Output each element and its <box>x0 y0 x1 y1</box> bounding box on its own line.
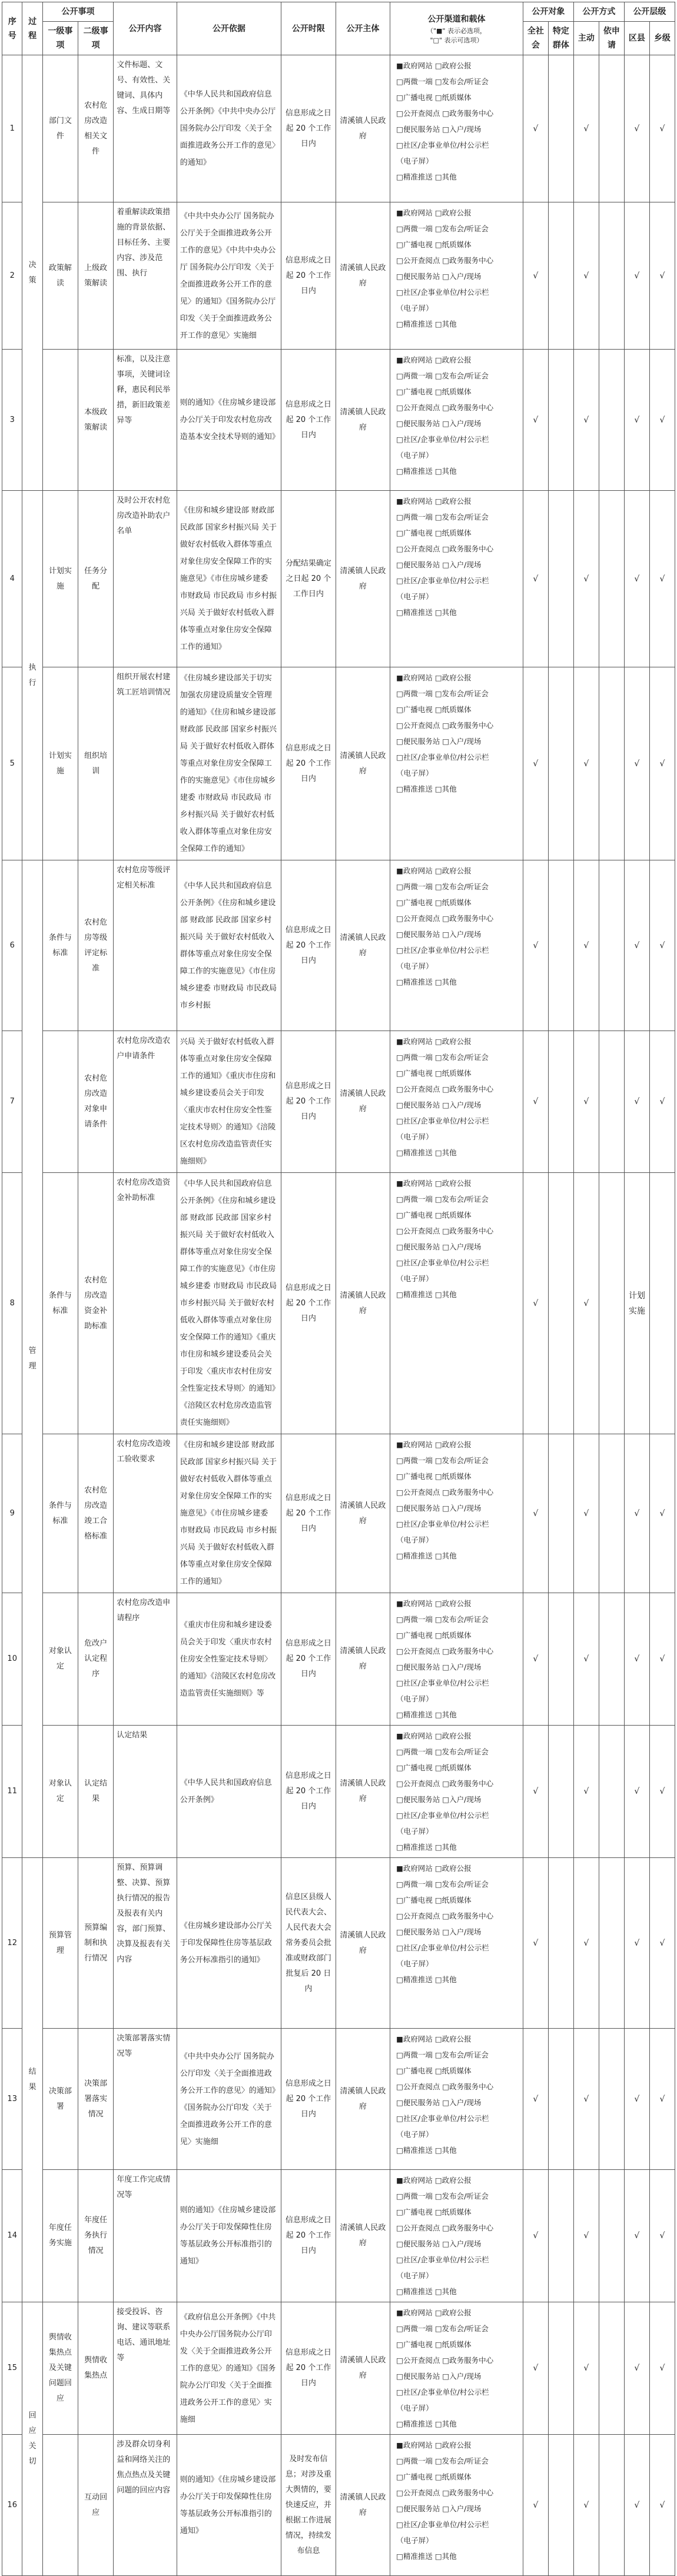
row-cat1: 条件与标准 <box>42 860 78 1031</box>
row-method-apply <box>599 202 624 350</box>
row-subject: 清溪镇人民政府 <box>336 55 390 202</box>
row-target-all: √ <box>523 1858 548 2029</box>
row-target-specific <box>548 491 573 667</box>
row-cat1: 条件与标准 <box>42 1434 78 1593</box>
row-channels: ■政府网站 □政府公报 □两微一端 □发布会/听证会 □广播电视 □纸质媒体 □公开查阅点 □政务服务中心 □便民服务站 □入户/现场 □社区/企事业单位/村公示栏 （电子屏） □精准推送 □其他 <box>390 1858 523 2029</box>
row-cat1 <box>42 2435 78 2576</box>
row-method-apply <box>599 667 624 860</box>
row-target-specific <box>548 55 573 202</box>
row-method-apply <box>599 1031 624 1173</box>
row-level-county: √ <box>624 2170 649 2302</box>
row-level-county: √ <box>624 1031 649 1173</box>
row-channels: ■政府网站 □政府公报 □两微一端 □发布会/听证会 □广播电视 □纸质媒体 □公开查阅点 □政务服务中心 □便民服务站 □入户/现场 □社区/企事业单位/村公示栏 （电子屏） □精准推送 □其他 <box>390 667 523 860</box>
row-subject: 清溪镇人民政府 <box>336 860 390 1031</box>
row-method-apply <box>599 55 624 202</box>
row-subject: 清溪镇人民政府 <box>336 491 390 667</box>
row-cat2: 预算编制和执行情况 <box>78 1858 114 2029</box>
row-target-all: √ <box>523 860 548 1031</box>
col-level: 公开层级 <box>624 2 675 22</box>
header-row-1 <box>2 2 675 22</box>
row-content: 农村危房等级评定相关标准 <box>114 860 177 1031</box>
row-target-all: √ <box>523 667 548 860</box>
row-cat1: 条件与标准 <box>42 1173 78 1434</box>
row-cat1: 计划实施 <box>42 667 78 860</box>
row-cat2: 任务分配 <box>78 491 114 667</box>
table-body <box>2 55 675 2576</box>
row-channels: ■政府网站 □政府公报 □两微一端 □发布会/听证会 □广播电视 □纸质媒体 □公开查阅点 □政务服务中心 □便民服务站 □入户/现场 □社区/企事业单位/村公示栏 （电子屏） □精准推送 □其他 <box>390 2435 523 2576</box>
row-subject: 清溪镇人民政府 <box>336 2170 390 2302</box>
row-level-town: √ <box>649 2302 675 2435</box>
row-period: 信息形成之日起 20 个工作日内 <box>281 202 336 350</box>
row-method-active: √ <box>573 1173 599 1434</box>
row-period: 及时发布信息；对涉及重大舆情的，要快速反应，并根据工作进展情况，持续发布信息 <box>281 2435 336 2576</box>
row-level-town: √ <box>649 1031 675 1173</box>
row-subject: 清溪镇人民政府 <box>336 2029 390 2170</box>
row-method-apply <box>599 2302 624 2435</box>
row-subject: 清溪镇人民政府 <box>336 1031 390 1173</box>
row-level-town <box>649 1173 675 1434</box>
row-cat2: 农村危房等级评定标准 <box>78 860 114 1031</box>
row-content: 农村危房改造申请程序 <box>114 1593 177 1726</box>
row-seq: 2 <box>2 202 22 350</box>
row-method-apply <box>599 1173 624 1434</box>
table-row <box>2 1031 675 1173</box>
col-public-items: 公开事项 <box>42 2 113 22</box>
col-content: 公开内容 <box>114 2 177 55</box>
row-level-county: √ <box>624 202 649 350</box>
row-period: 信息形成之日起 20 个工作日内 <box>281 1173 336 1434</box>
row-method-active: √ <box>573 55 599 202</box>
row-level-town: √ <box>649 491 675 667</box>
row-cat1 <box>42 1031 78 1173</box>
row-channels: ■政府网站 □政府公报 □两微一端 □发布会/听证会 □广播电视 □纸质媒体 □公开查阅点 □政务服务中心 □便民服务站 □入户/现场 □社区/企事业单位/村公示栏 （电子屏） □精准推送 □其他 <box>390 55 523 202</box>
row-method-apply <box>599 491 624 667</box>
row-target-specific <box>548 1858 573 2029</box>
row-subject: 清溪镇人民政府 <box>336 2435 390 2576</box>
row-subject: 清溪镇人民政府 <box>336 1434 390 1593</box>
row-seq: 14 <box>2 2170 22 2302</box>
row-content: 文件标题、文号、有效性、关键词、具体内容、生成日期等 <box>114 55 177 202</box>
row-basis: 《住房和城乡建设部 财政部 民政部 国家乡村振兴局 关于做好农村低收入群体等重点对象住房安全保障工作的实施意见》《市住房城乡建委 市财政局 市民政局 市乡村振兴局 关于做好农村低收入群体等重点对象住房安全保障工作的通知》 <box>177 491 281 667</box>
row-cat1: 对象认定 <box>42 1593 78 1726</box>
col-channels-note2: "□" 表示可选项） <box>430 36 483 44</box>
row-method-apply <box>599 1434 624 1593</box>
row-level-county: √ <box>624 2302 649 2435</box>
row-basis: 《中共中央办公厅 国务院办公厅印发〈关于全面推进政务公开工作的意见〉的通知》《国务院办公厅印发〈关于全面推进政务公开工作的意见〉实施细 <box>177 2029 281 2170</box>
row-basis: 《中华人民共和国政府信息公开条例》《中共中央办公厅国务院办公厅印发〈关于全面推进政务公开工作的意见〉的通知》 <box>177 55 281 202</box>
row-content: 农村危房改造农户申请条件 <box>114 1031 177 1173</box>
row-channels: ■政府网站 □政府公报 □两微一端 □发布会/听证会 □广播电视 □纸质媒体 □公开查阅点 □政务服务中心 □便民服务站 □入户/现场 □社区/企事业单位/村公示栏 （电子屏） □精准推送 □其他 <box>390 350 523 491</box>
row-cat1: 政策解读 <box>42 202 78 350</box>
row-basis: 《政府信息公开条例》《中共中央办公厅国务院办公厅印发〈关于全面推进政务公开工作的意见〉的通知》《国务院办公厅印发〈关于全面推进政务公开工作的意见〉实施细 <box>177 2302 281 2435</box>
row-seq: 10 <box>2 1593 22 1726</box>
row-method-active: √ <box>573 1434 599 1593</box>
row-method-apply <box>599 2435 624 2576</box>
row-cat1: 预算管理 <box>42 1858 78 2029</box>
row-subject: 清溪镇人民政府 <box>336 1858 390 2029</box>
col-process: 过程 <box>22 2 42 55</box>
row-level-county: √ <box>624 1858 649 2029</box>
row-channels: ■政府网站 □政府公报 □两微一端 □发布会/听证会 □广播电视 □纸质媒体 □公开查阅点 □政务服务中心 □便民服务站 □入户/现场 □社区/企事业单位/村公示栏 （电子屏） □精准推送 □其他 <box>390 1434 523 1593</box>
row-target-specific <box>548 1434 573 1593</box>
col-seq: 序号 <box>2 2 22 55</box>
row-channels: ■政府网站 □政府公报 □两微一端 □发布会/听证会 □广播电视 □纸质媒体 □公开查阅点 □政务服务中心 □便民服务站 □入户/现场 □社区/企事业单位/村公示栏 （电子屏） □精准推送 □其他 <box>390 202 523 350</box>
row-content: 标准，以及注意事项，关键词诠释，惠民利民举措，新旧政策差异等 <box>114 350 177 491</box>
row-seq: 11 <box>2 1726 22 1858</box>
row-channels: ■政府网站 □政府公报 □两微一端 □发布会/听证会 □广播电视 □纸质媒体 □公开查阅点 □政务服务中心 □便民服务站 □入户/现场 □社区/企事业单位/村公示栏 （电子屏） □精准推送 □其他 <box>390 1173 523 1434</box>
row-channels: ■政府网站 □政府公报 □两微一端 □发布会/听证会 □广播电视 □纸质媒体 □公开查阅点 □政务服务中心 □便民服务站 □入户/现场 □社区/企事业单位/村公示栏 （电子屏） □精准推送 □其他 <box>390 491 523 667</box>
row-process: 管理 <box>22 860 42 1858</box>
row-basis: 则的通知》《住房城乡建设部办公厅关于印发农村危房改造基本安全技术导则的通知》 <box>177 350 281 491</box>
row-target-all: √ <box>523 1031 548 1173</box>
row-channels: ■政府网站 □政府公报 □两微一端 □发布会/听证会 □广播电视 □纸质媒体 □公开查阅点 □政务服务中心 □便民服务站 □入户/现场 □社区/企事业单位/村公示栏 （电子屏） □精准推送 □其他 <box>390 2302 523 2435</box>
row-process: 回应关切 <box>22 2302 42 2576</box>
row-target-all: √ <box>523 2302 548 2435</box>
row-seq: 9 <box>2 1434 22 1593</box>
row-content: 组织开展农村建筑工匠培训情况 <box>114 667 177 860</box>
row-process: 决策 <box>22 55 42 491</box>
row-seq: 16 <box>2 2435 22 2576</box>
row-target-all: √ <box>523 491 548 667</box>
row-cat2: 决策部署落实情况 <box>78 2029 114 2170</box>
row-channels: ■政府网站 □政府公报 □两微一端 □发布会/听证会 □广播电视 □纸质媒体 □公开查阅点 □政务服务中心 □便民服务站 □入户/现场 □社区/企事业单位/村公示栏 （电子屏） □精准推送 □其他 <box>390 1593 523 1726</box>
row-level-county: 计划实施 <box>624 1173 649 1434</box>
table-row <box>2 491 675 667</box>
row-target-specific <box>548 2435 573 2576</box>
row-basis: 《中共中央办公厅 国务院办公厅关于全面推进政务公开工作的意见》《中共中央办公厅 国务院办公厅印发〈关于全面推进政务公开工作的意见〉的通知》《国务院办公厅印发〈关于全面推进政务公开工作的意见〉实施细 <box>177 202 281 350</box>
col-cat2: 二级事项 <box>78 22 114 55</box>
row-method-apply <box>599 860 624 1031</box>
row-cat2: 上级政策解读 <box>78 202 114 350</box>
row-subject: 清溪镇人民政府 <box>336 2302 390 2435</box>
row-period: 信息形成之日起 20 个工作日内 <box>281 350 336 491</box>
row-seq: 7 <box>2 1031 22 1173</box>
row-basis: 《住房城乡建设部关于切实加强农房建设质量安全管理的通知》《住房和城乡建设部 财政部 民政部 国家乡村振兴局 关于做好农村低收入群体等重点对象住房安全保障工作的实施意见》《市住房城乡建委 市财政局 市民政局 市乡村振兴局 关于做好农村低收入群体等重点对象住房安全保障工作的通知》 <box>177 667 281 860</box>
row-target-all: √ <box>523 1593 548 1726</box>
row-content: 农村危房改造竣工验收要求 <box>114 1434 177 1593</box>
row-period: 信息形成之日起 20 个工作日内 <box>281 667 336 860</box>
row-cat1: 年度任务实施 <box>42 2170 78 2302</box>
row-method-active: √ <box>573 1858 599 2029</box>
row-period: 信息区县级人民代表大会、人民代表大会常务委员会批准或财政部门批复后 20 日内 <box>281 1858 336 2029</box>
row-seq: 12 <box>2 1858 22 2029</box>
row-content: 接受投诉、咨询、建议等联系电话、通讯地址等 <box>114 2302 177 2435</box>
table-row <box>2 202 675 350</box>
row-method-apply <box>599 2029 624 2170</box>
row-method-active: √ <box>573 860 599 1031</box>
row-target-all: √ <box>523 1434 548 1593</box>
row-subject: 清溪镇人民政府 <box>336 350 390 491</box>
row-cat2: 农村危房改造相关文件 <box>78 55 114 202</box>
row-target-all: √ <box>523 202 548 350</box>
row-cat1: 决策部署 <box>42 2029 78 2170</box>
row-target-specific <box>548 1726 573 1858</box>
row-level-town: √ <box>649 1726 675 1858</box>
row-target-specific <box>548 2029 573 2170</box>
row-target-specific <box>548 667 573 860</box>
row-content: 年度工作完成情况等 <box>114 2170 177 2302</box>
row-level-county: √ <box>624 2029 649 2170</box>
row-target-all: √ <box>523 55 548 202</box>
row-subject: 清溪镇人民政府 <box>336 1726 390 1858</box>
row-target-specific <box>548 202 573 350</box>
col-target: 公开对象 <box>523 2 573 22</box>
row-basis: 兴局 关于做好农村低收入群体等重点对象住房安全保障工作的通知》《重庆市住房和城乡建设委员会关于印发〈重庆市农村住房安全性鉴定技术导则〉的通知》《涪陵区农村危房改造监管责任实施细则》 <box>177 1031 281 1173</box>
row-method-active: √ <box>573 350 599 491</box>
row-method-active: √ <box>573 202 599 350</box>
row-cat1: 对象认定 <box>42 1726 78 1858</box>
row-basis: 《中华人民共和国政府信息公开条例》 <box>177 1726 281 1858</box>
row-period: 信息形成之日起 20 个工作日内 <box>281 860 336 1031</box>
row-method-active: √ <box>573 1726 599 1858</box>
table-row <box>2 2435 675 2576</box>
row-target-all: √ <box>523 1726 548 1858</box>
row-level-county: √ <box>624 1434 649 1593</box>
col-method: 公开方式 <box>573 2 624 22</box>
row-level-county: √ <box>624 1726 649 1858</box>
col-level-town: 乡级 <box>649 22 675 55</box>
row-target-all: √ <box>523 1173 548 1434</box>
row-basis: 《重庆市住房和城乡建设委员会关于印发〈重庆市农村住房安全性鉴定技术导则〉的通知》《涪陵区农村危房改造监管责任实施细则》等 <box>177 1593 281 1726</box>
row-method-active: √ <box>573 2302 599 2435</box>
col-method-active: 主动 <box>573 22 599 55</box>
row-level-town: √ <box>649 1593 675 1726</box>
row-period: 信息形成之日起 20 个工作日内 <box>281 1434 336 1593</box>
row-target-all: √ <box>523 2029 548 2170</box>
table-row <box>2 860 675 1031</box>
row-content: 着重解读政策措施的背景依据、目标任务、主要内容、涉及范围、执行 <box>114 202 177 350</box>
row-method-apply <box>599 1726 624 1858</box>
col-period: 公开时限 <box>281 2 336 55</box>
row-cat2: 农村危房改造对象申请条件 <box>78 1031 114 1173</box>
row-content: 决策部署落实情况等 <box>114 2029 177 2170</box>
row-target-specific <box>548 1031 573 1173</box>
row-level-town: √ <box>649 350 675 491</box>
row-cat1 <box>42 350 78 491</box>
row-cat2: 舆情收集热点 <box>78 2302 114 2435</box>
row-level-county: √ <box>624 667 649 860</box>
row-period: 信息形成之日起 20 个工作日内 <box>281 1726 336 1858</box>
row-level-town: √ <box>649 860 675 1031</box>
row-seq: 13 <box>2 2029 22 2170</box>
row-target-specific <box>548 2170 573 2302</box>
row-seq: 15 <box>2 2302 22 2435</box>
row-target-specific <box>548 1173 573 1434</box>
row-subject: 清溪镇人民政府 <box>336 202 390 350</box>
row-seq: 8 <box>2 1173 22 1434</box>
col-cat1: 一级事项 <box>42 22 78 55</box>
row-level-town: √ <box>649 1434 675 1593</box>
table-row <box>2 2029 675 2170</box>
row-cat2: 农村危房改造竣工合格标准 <box>78 1434 114 1593</box>
row-target-all: √ <box>523 350 548 491</box>
row-period: 信息形成之日起 20 个工作日内 <box>281 55 336 202</box>
col-channels-note1: （"■" 表示必选项， <box>426 26 486 35</box>
row-channels: ■政府网站 □政府公报 □两微一端 □发布会/听证会 □广播电视 □纸质媒体 □公开查阅点 □政务服务中心 □便民服务站 □入户/现场 □社区/企事业单位/村公示栏 （电子屏） □精准推送 □其他 <box>390 1031 523 1173</box>
row-method-apply <box>599 1858 624 2029</box>
row-method-active: √ <box>573 1031 599 1173</box>
col-target-all: 全社会 <box>523 22 548 55</box>
row-seq: 3 <box>2 350 22 491</box>
table-row <box>2 1858 675 2029</box>
row-basis: 《住房城乡建设部办公厅关于印发保障性住房等基层政务公开标准指引的通知》 <box>177 1858 281 2029</box>
row-level-town: √ <box>649 2435 675 2576</box>
row-period: 信息形成之日起 20 个工作日内 <box>281 2029 336 2170</box>
row-target-specific <box>548 1593 573 1726</box>
row-content: 及时公开农村危房改造补助农户名单 <box>114 491 177 667</box>
row-basis: 则的通知》《住房城乡建设部办公厅关于印发保障性住房等基层政务公开标准指引的通知》 <box>177 2170 281 2302</box>
row-cat2: 农村危房改造资金补助标准 <box>78 1173 114 1434</box>
row-process: 执行 <box>22 491 42 860</box>
row-period: 信息形成之日起 20 个工作日内 <box>281 2302 336 2435</box>
row-level-county: √ <box>624 491 649 667</box>
row-cat2: 年度任务执行情况 <box>78 2170 114 2302</box>
row-cat2: 危改户认定程序 <box>78 1593 114 1726</box>
col-method-apply: 依申请 <box>599 22 624 55</box>
row-cat1: 部门文件 <box>42 55 78 202</box>
row-level-town: √ <box>649 667 675 860</box>
table-row <box>2 2302 675 2435</box>
row-level-county: √ <box>624 1593 649 1726</box>
col-channels <box>390 2 523 55</box>
row-target-specific <box>548 860 573 1031</box>
row-process: 结果 <box>22 1858 42 2302</box>
row-cat2: 组织培训 <box>78 667 114 860</box>
row-method-active: √ <box>573 2170 599 2302</box>
row-channels: ■政府网站 □政府公报 □两微一端 □发布会/听证会 □广播电视 □纸质媒体 □公开查阅点 □政务服务中心 □便民服务站 □入户/现场 □社区/企事业单位/村公示栏 （电子屏） □精准推送 □其他 <box>390 1726 523 1858</box>
row-period: 信息形成之日起 20 个工作日内 <box>281 1031 336 1173</box>
row-seq: 1 <box>2 55 22 202</box>
disclosure-standard-table <box>2 2 675 2576</box>
row-level-county: √ <box>624 350 649 491</box>
row-channels: ■政府网站 □政府公报 □两微一端 □发布会/听证会 □广播电视 □纸质媒体 □公开查阅点 □政务服务中心 □便民服务站 □入户/现场 □社区/企事业单位/村公示栏 （电子屏） □精准推送 □其他 <box>390 2170 523 2302</box>
row-level-county: √ <box>624 860 649 1031</box>
row-method-active: √ <box>573 667 599 860</box>
table-row <box>2 1593 675 1726</box>
row-level-town: √ <box>649 55 675 202</box>
row-method-active: √ <box>573 491 599 667</box>
row-target-all: √ <box>523 2435 548 2576</box>
table-row <box>2 1434 675 1593</box>
col-channels-title: 公开渠道和载体 <box>427 14 486 24</box>
row-cat2: 互动回应 <box>78 2435 114 2576</box>
row-subject: 清溪镇人民政府 <box>336 1593 390 1726</box>
table-row <box>2 667 675 860</box>
row-method-apply <box>599 1593 624 1726</box>
row-period: 分配结果确定之日起 20 个工作日内 <box>281 491 336 667</box>
col-level-county: 区县 <box>624 22 649 55</box>
row-cat1: 舆情收集热点及关键问题回应 <box>42 2302 78 2435</box>
row-seq: 6 <box>2 860 22 1031</box>
row-period: 信息形成之日起 20 个工作日内 <box>281 1593 336 1726</box>
row-level-county: √ <box>624 55 649 202</box>
row-level-town: √ <box>649 202 675 350</box>
col-basis: 公开依据 <box>177 2 281 55</box>
row-basis: 则的通知》《住房城乡建设部办公厅关于印发保障性住房等基层政务公开标准指引的通知》 <box>177 2435 281 2576</box>
row-subject: 清溪镇人民政府 <box>336 667 390 860</box>
row-subject: 清溪镇人民政府 <box>336 1173 390 1434</box>
row-channels: ■政府网站 □政府公报 □两微一端 □发布会/听证会 □广播电视 □纸质媒体 □公开查阅点 □政务服务中心 □便民服务站 □入户/现场 □社区/企事业单位/村公示栏 （电子屏） □精准推送 □其他 <box>390 2029 523 2170</box>
row-method-active: √ <box>573 2029 599 2170</box>
row-channels: ■政府网站 □政府公报 □两微一端 □发布会/听证会 □广播电视 □纸质媒体 □公开查阅点 □政务服务中心 □便民服务站 □入户/现场 □社区/企事业单位/村公示栏 （电子屏） □精准推送 □其他 <box>390 860 523 1031</box>
row-content: 涉及群众切身利益和网络关注的焦点热点及关键问题的回应内容 <box>114 2435 177 2576</box>
row-target-specific <box>548 2302 573 2435</box>
row-content: 预算、预算调整、决算、预算执行情况的报告及报表有关内容，部门预算、决算及报表有关内容 <box>114 1858 177 2029</box>
col-target-specific: 特定群体 <box>548 22 573 55</box>
row-basis: 《住房和城乡建设部 财政部 民政部 国家乡村振兴局 关于做好农村低收入群体等重点对象住房安全保障工作的实施意见》《市住房城乡建委 市财政局 市民政局 市乡村振兴局 关于做好农村低收入群体等重点对象住房安全保障工作的通知》 <box>177 1434 281 1593</box>
row-method-active: √ <box>573 1593 599 1726</box>
row-cat2: 认定结果 <box>78 1726 114 1858</box>
table-row <box>2 1173 675 1434</box>
row-level-county: √ <box>624 2435 649 2576</box>
row-method-apply <box>599 350 624 491</box>
row-cat2: 本级政策解读 <box>78 350 114 491</box>
row-level-town: √ <box>649 2029 675 2170</box>
table-row <box>2 1726 675 1858</box>
row-content: 农村危房改造资金补助标准 <box>114 1173 177 1434</box>
row-basis: 《中华人民共和国政府信息公开条例》《住房和城乡建设部 财政部 民政部 国家乡村振兴局 关于做好农村低收入群体等重点对象住房安全保障工作的实施意见》《市住房城乡建委 市财政局 市民政局 市乡村振 <box>177 860 281 1031</box>
row-cat1: 计划实施 <box>42 491 78 667</box>
row-content: 认定结果 <box>114 1726 177 1858</box>
row-target-all: √ <box>523 2170 548 2302</box>
row-seq: 5 <box>2 667 22 860</box>
row-method-active: √ <box>573 2435 599 2576</box>
row-basis: 《中华人民共和国政府信息公开条例》《住房和城乡建设部 财政部 民政部 国家乡村振兴局 关于做好农村低收入群体等重点对象住房安全保障工作的实施意见》《市住房城乡建委 市财政局 市民政局 市乡村振兴局 关于做好农村低收入群体等重点对象住房安全保障工作的通知》《重庆市住房和城乡建设委员会关于印发〈重庆市农村住房安全性鉴定技术导则〉的通知》《涪陵区农村危房改造监管责任实施细则》 <box>177 1173 281 1434</box>
table-row <box>2 350 675 491</box>
col-subject: 公开主体 <box>336 2 390 55</box>
row-target-specific <box>548 350 573 491</box>
row-level-town: √ <box>649 1858 675 2029</box>
table-row <box>2 55 675 202</box>
row-method-apply <box>599 2170 624 2302</box>
row-level-town: √ <box>649 2170 675 2302</box>
row-seq: 4 <box>2 491 22 667</box>
row-period: 信息形成之日起 20 个工作日内 <box>281 2170 336 2302</box>
table-row <box>2 2170 675 2302</box>
